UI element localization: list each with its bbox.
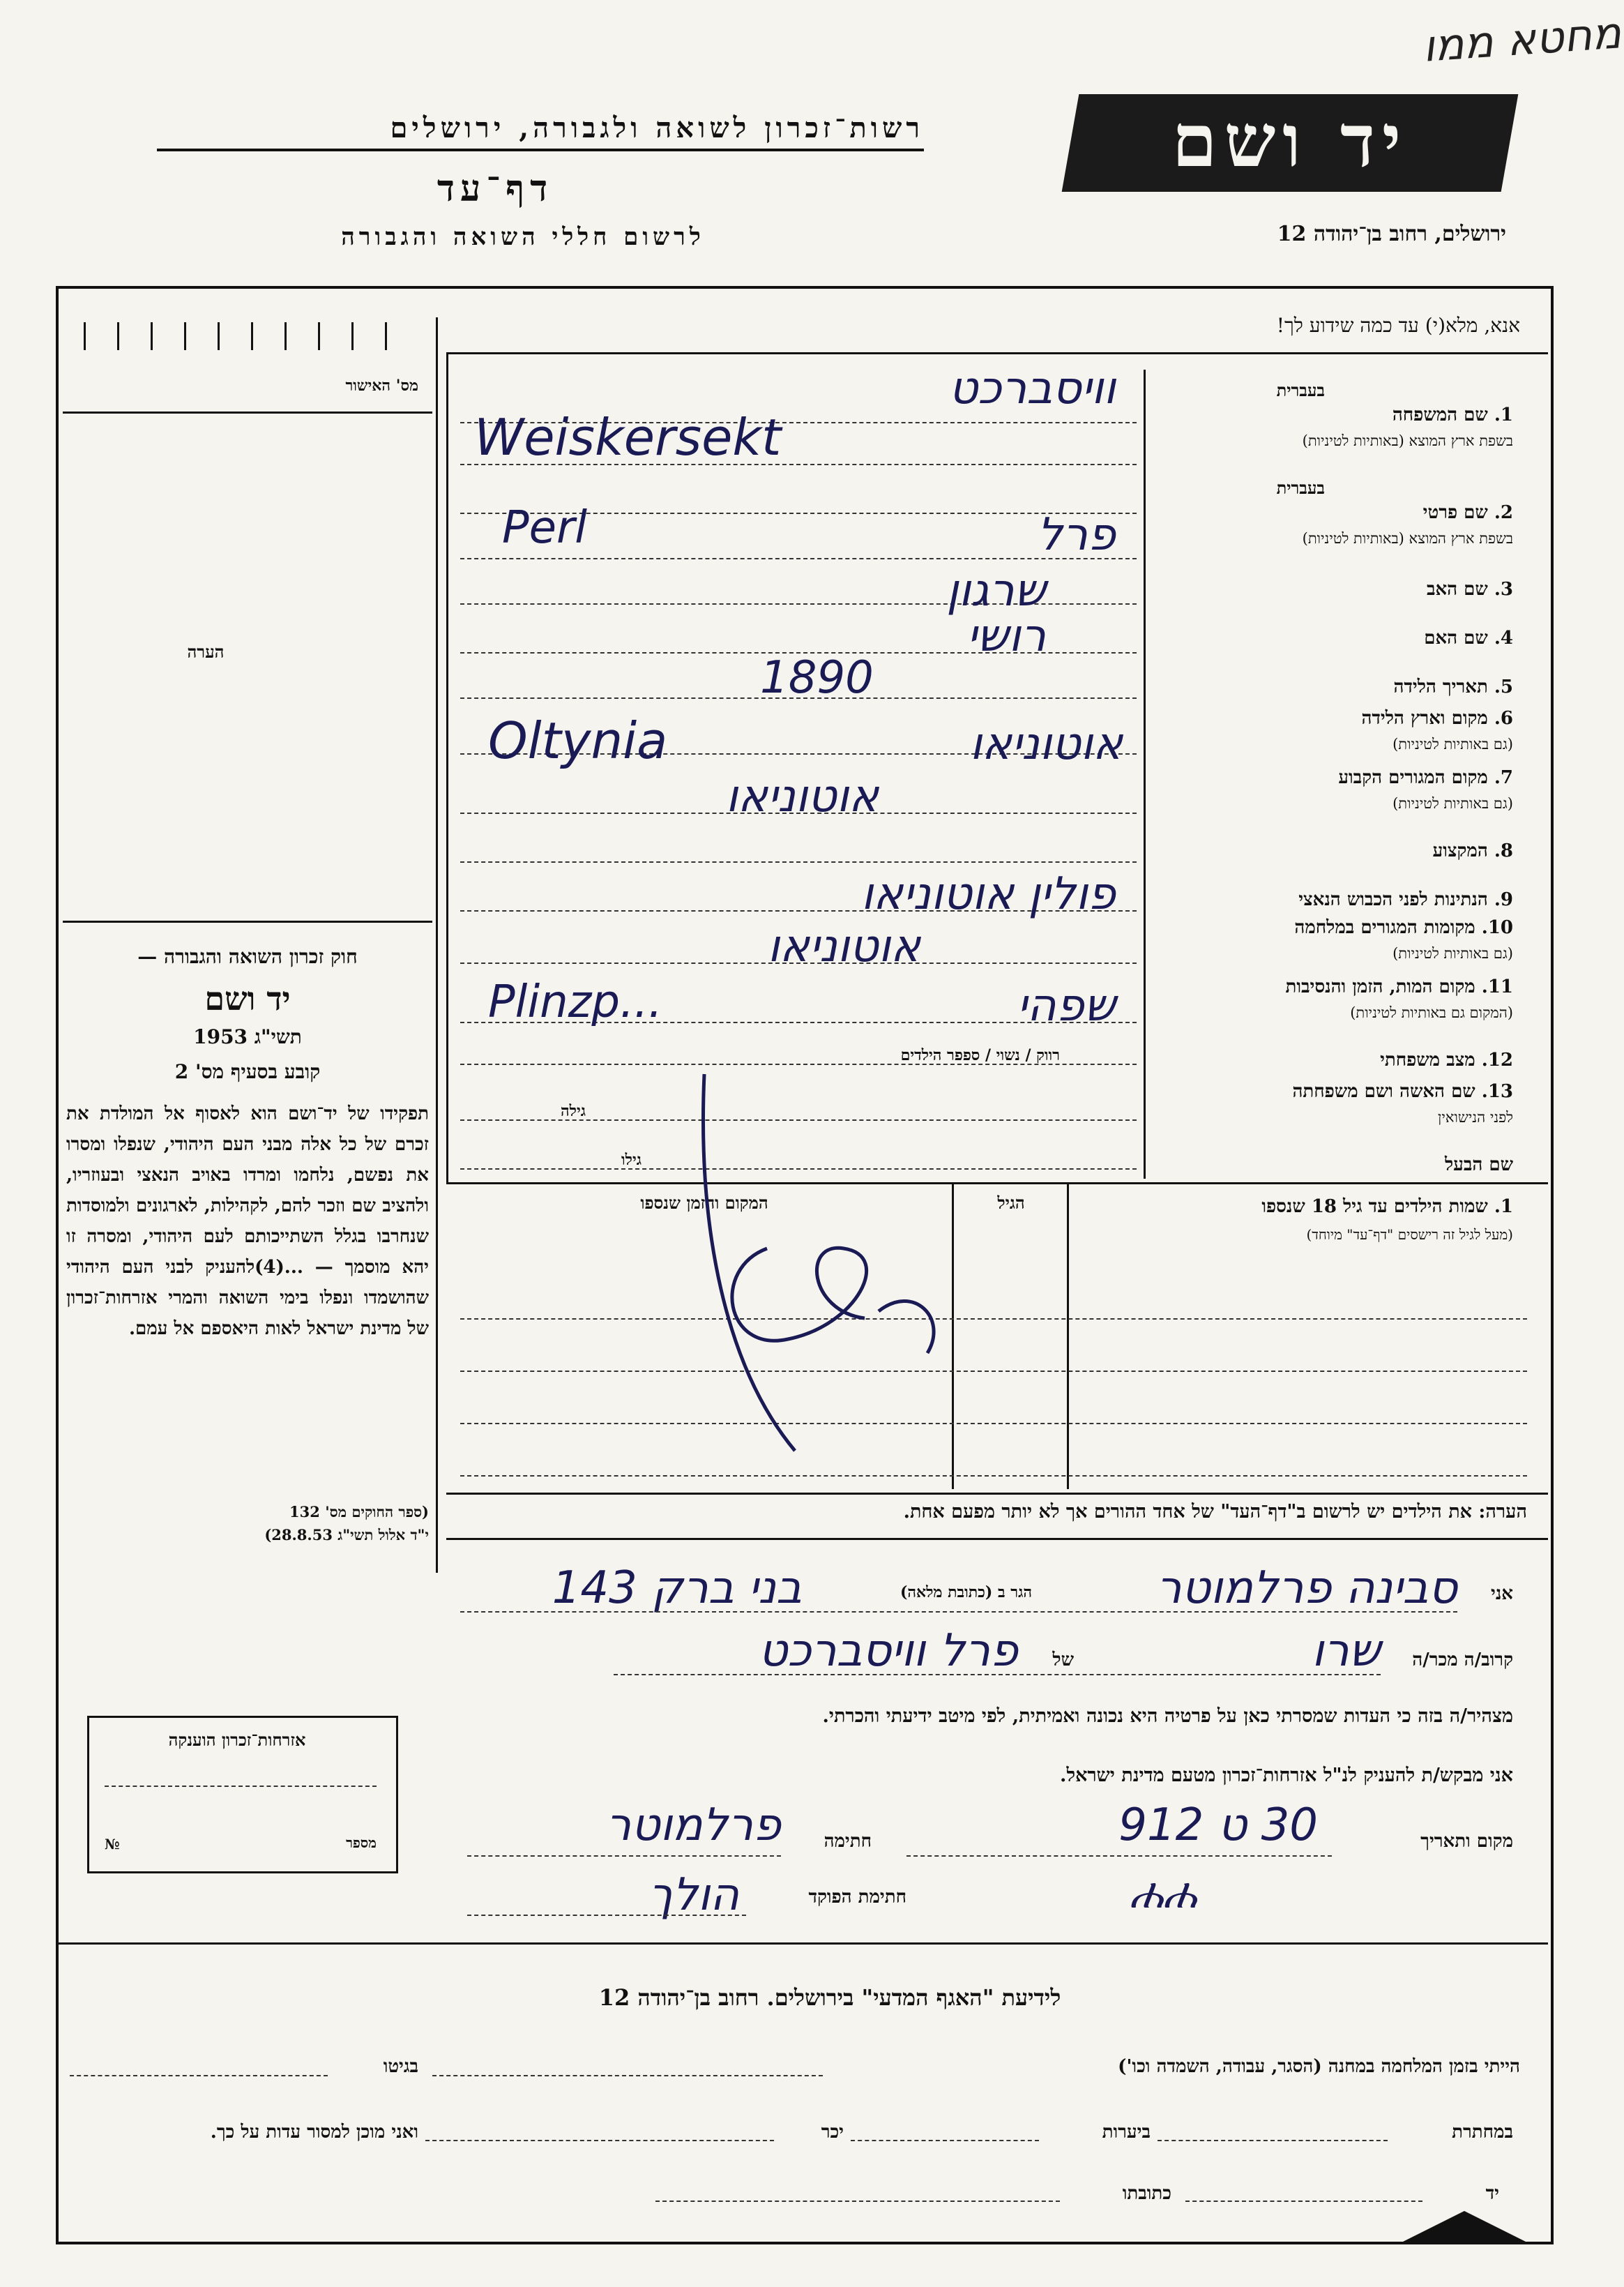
first-name-hebrew: פרל	[1037, 509, 1116, 561]
gazette-ref: (ספר החוקים מס' 132	[289, 1503, 429, 1520]
intro-rule	[446, 352, 1548, 354]
birthplace-hebrew: אוטוניאו	[969, 718, 1123, 770]
field-10-label: 10. מקומות המגורים במלחמה	[1294, 917, 1513, 938]
children-note: הערה: את הילדים יש לרשום ב"דף־העד" של אחד ההורים אך לא יותר מפעם אחת.	[903, 1501, 1527, 1523]
values-left-border	[446, 352, 448, 1182]
footer-address-line	[655, 2201, 1060, 2202]
relation-label: קרוב/ה מכר/ה	[1412, 1650, 1513, 1670]
footer-forests-line	[851, 2140, 1039, 2141]
law-section: קובע בסעיף מס' 2	[174, 1060, 321, 1083]
field-11-label: 11. מקום המות, הזמן והנסיבות	[1285, 976, 1513, 997]
initials-mark: ሐሐ	[1130, 1869, 1197, 1918]
field-1-hint: בעברית	[1276, 380, 1325, 400]
children-label: 1. שמות הילדים עד גיל 18 שנספו	[1261, 1196, 1513, 1217]
law-yad-vashem: יד ושם	[204, 980, 291, 1018]
footer-yad-line	[1185, 2201, 1422, 2202]
place-date-line	[906, 1855, 1332, 1857]
footer-yad-label: יד	[1485, 2183, 1499, 2204]
nationality: פולין אוטוניאו	[860, 868, 1116, 920]
field-7-sub: (גם באותיות לטיניות)	[1392, 795, 1513, 812]
officer-label: חתימת הפוקד	[808, 1887, 906, 1908]
field-12-label: 12. מצב משפחתי	[1380, 1050, 1513, 1071]
husband-age-label: גילו	[621, 1151, 642, 1169]
children-row-2	[460, 1371, 1527, 1372]
logo-text: יד ושם	[1171, 98, 1409, 183]
death-place-hebrew: שפהי	[1017, 980, 1116, 1032]
children-row-4	[460, 1475, 1527, 1477]
note-label: הערה	[187, 642, 225, 662]
officer-line	[467, 1915, 746, 1916]
law-year: תשי"ג 1953	[193, 1025, 302, 1048]
of-name: פרל וויסברכט	[759, 1625, 1018, 1677]
father-name: שרגון	[946, 565, 1046, 617]
footer-camp-label: הייתי בזמן המלחמה במחנה (הסגר, עבודה, השמדה וכו')	[1118, 2056, 1520, 2077]
field-2-label: 2. שם פרטי	[1422, 502, 1513, 523]
relation-line	[614, 1674, 1381, 1675]
field-6-sub: (גם באותיות לטיניות)	[1392, 736, 1513, 753]
certificate-title: אזרחות־זכרון הוענקה	[168, 1730, 306, 1750]
field-13-label: 13. שם האשה ושם משפחתה	[1292, 1081, 1513, 1102]
handwritten-corner-note: מחטא ממו	[1420, 7, 1623, 72]
field-2-sub: בשפת ארץ המוצא (באותיות לטיניות)	[1302, 530, 1513, 547]
form-subtitle: לרשום חללי השואה והגבורה	[341, 223, 705, 251]
footer-ghetto-label: בגיטו	[383, 2056, 418, 2077]
footer-etc-label: יכר	[821, 2122, 844, 2143]
footer-top-rule	[56, 1942, 1548, 1945]
field-1-label: 1. שם המשפחה	[1392, 405, 1513, 425]
children-top-rule	[446, 1182, 1548, 1184]
intro-text: אנא, מלא(י) עד כמה שידוע לך!	[1276, 314, 1520, 337]
address-line	[460, 1611, 1457, 1613]
declaration-statement: מצהיר/ה בזה כי העדות שמסרתי כאן על פרטיה היא נכונה ואמיתית, לפי מיטב ידיעתי והכרתי.	[822, 1705, 1513, 1727]
field-13-sub: לפני הנישואין	[1438, 1109, 1513, 1126]
note-rule	[63, 921, 432, 923]
declarant-address: בני ברק 143	[552, 1562, 802, 1614]
footer-camp-line	[432, 2075, 823, 2076]
children-row-3	[460, 1423, 1527, 1424]
field-2-hint: בעברית	[1276, 478, 1325, 498]
certificate-line	[105, 1786, 377, 1787]
husband-label: שם הבעל	[1444, 1154, 1513, 1175]
children-age-header: הגיל	[997, 1193, 1025, 1213]
field-4-label: 4. שם האם	[1424, 628, 1513, 649]
place-date-value: 30 ט 912	[1118, 1799, 1318, 1851]
form-title: דף־עד	[437, 167, 554, 210]
footer-willing-label: ואני מוכן למסור עדות על כך.	[210, 2122, 418, 2143]
scribble-mark	[683, 1018, 976, 1465]
footer-underground-label: במחתרת	[1452, 2122, 1513, 2143]
field-10-sub: (גם באותיות לטיניות)	[1392, 945, 1513, 962]
death-place-latin: Plinzp...	[488, 976, 662, 1028]
officer-signature: הולך	[648, 1869, 739, 1921]
children-place-header: המקום והזמן שנספו	[640, 1193, 768, 1213]
org-name: רשות־זכרון לשואה ולגבורה, ירושלים	[157, 112, 924, 151]
declaration-request: אני מבקש/ת להעניק לנ"ל אזרחות־זכרון מטעם מדינת ישראל.	[1060, 1765, 1513, 1786]
approval-number-label: מס' האישור	[345, 377, 418, 395]
first-name-latin: Perl	[502, 502, 588, 554]
approval-rule	[63, 412, 432, 414]
footer-ghetto-line	[70, 2075, 328, 2076]
relation-value: שרו	[1312, 1625, 1381, 1677]
declarant-i-label: אני	[1491, 1583, 1513, 1604]
birth-date: 1890	[760, 652, 874, 704]
law-heading: חוק זכרון השואה והגבורה —	[137, 945, 358, 968]
signature-label: חתימה	[824, 1831, 872, 1852]
footer-title: לידיעת "האגף המדעי" בירושלים. רחוב בן־יהודה 12	[598, 1984, 1061, 2011]
footer-address-label: כתובתו	[1122, 2183, 1171, 2204]
declarant-name: סבינה פרלמוטר	[1156, 1562, 1457, 1614]
address: ירושלים, רחוב בן־יהודה 12	[1277, 222, 1506, 246]
field-7-label: 7. מקום המגורים הקבוע	[1338, 767, 1513, 788]
line-8	[460, 861, 1137, 863]
field-1-sub: בשפת ארץ המוצא (באותיות לטיניות)	[1302, 432, 1513, 449]
mother-name: רושי	[966, 610, 1046, 662]
field-5-label: 5. תאריך הלידה	[1393, 677, 1513, 697]
field-6-label: 6. מקום וארץ הלידה	[1361, 708, 1513, 729]
label-divider	[1144, 370, 1146, 1179]
marital-options: רווק / נשוי / ספפר הילדים	[900, 1046, 1060, 1064]
field-9-label: 9. הנתינות לפני הכבוש הנאצי	[1298, 889, 1513, 910]
law-text: תפקידו של יד־ושם הוא לאסוף אל המולדת את זכרם של כל אלה מבני העם היהודי, שנפלו ומסרו את נפשם, נלחמו ומרדו באויב הנאצי ובעוזריו, ולהציב שם וזכר להם, לקהילות, לארגונים ולמוסדות שנחרבו בגלל השתייכותם לעם היהודי, ומסרה זו יהא מוסמך — ...(4)להעניק לבני העם היהודי שהושמדו ונפלו בימי השואה והמרי אזרחות־זכרון של מדינת ישראל לאות היאספם אל עמם.	[66, 1103, 429, 1339]
signature-value: פרלמוטר	[606, 1799, 781, 1851]
certificate-number-label: מספר	[346, 1834, 377, 1851]
surname-latin: Weiskersekt	[474, 408, 782, 467]
field-3-label: 3. שם האב	[1426, 579, 1513, 600]
note-bottom-rule	[446, 1538, 1548, 1540]
residence: אוטוניאו	[725, 771, 879, 822]
children-sub: (מעל לגיל זה רישסים "דף־עד" מיוחד)	[1306, 1226, 1513, 1243]
footer-underground-line	[1158, 2140, 1388, 2141]
place-date-label: מקום ותאריך	[1420, 1831, 1513, 1852]
footer-forests-label: ביערות	[1102, 2122, 1151, 2143]
surname-hebrew: וויסברכט	[948, 363, 1116, 414]
note-top-rule	[446, 1493, 1548, 1495]
tick-box	[84, 322, 418, 350]
signature-line	[467, 1855, 781, 1857]
corner-triangle	[1402, 2211, 1527, 2242]
wife-age-label: גילה	[561, 1102, 586, 1120]
resides-label: הגר ב (כתובת מלאה)	[900, 1583, 1032, 1601]
footer-etc-line	[425, 2140, 774, 2141]
certificate-no-mark: №	[105, 1836, 120, 1852]
of-label: של	[1052, 1650, 1074, 1670]
field-11-sub: (המקום גם באותיות לטיניות)	[1350, 1004, 1513, 1021]
wartime-residence: אוטוניאו	[767, 921, 920, 972]
birthplace-latin: Oltynia	[488, 711, 668, 770]
gazette-date: י"ד אלול תשי"ג 28.8.53)	[264, 1526, 429, 1543]
field-8-label: 8. המקצוע	[1432, 840, 1513, 861]
children-row-1	[460, 1318, 1527, 1320]
children-col-2	[1067, 1182, 1069, 1489]
